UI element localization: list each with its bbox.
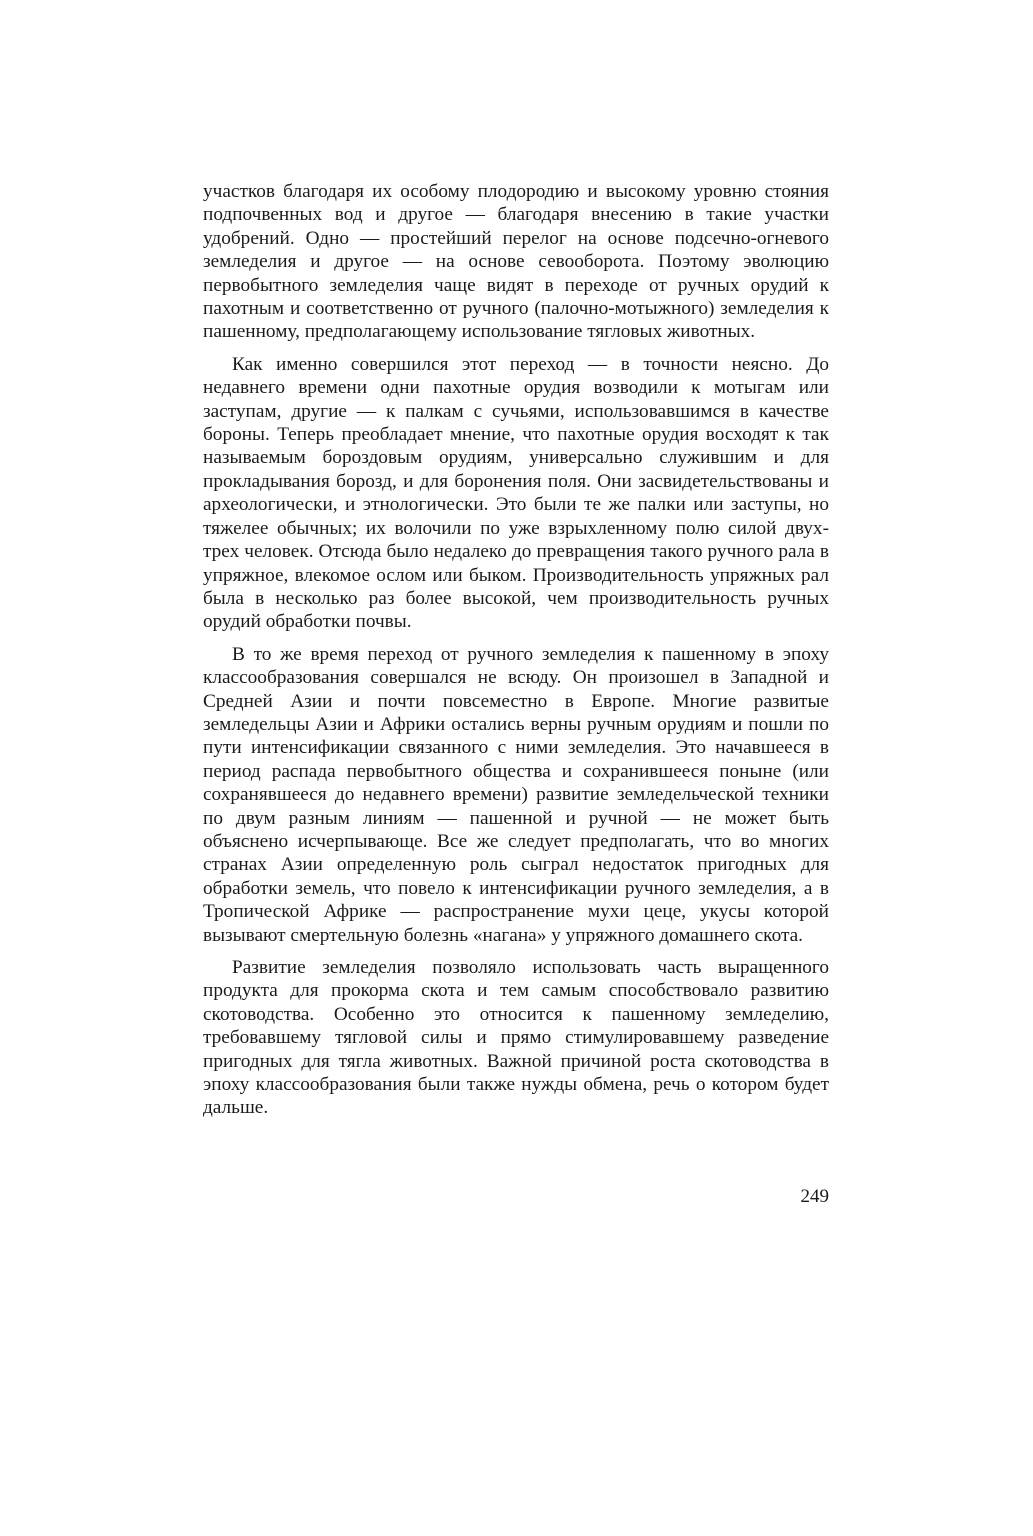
page-number: 249 <box>800 1186 829 1207</box>
paragraph: В то же время переход от ручного земледелия к пашенному в эпоху классообразования совершался не всюду. Он произошел в Западной и Средней Азии и почти повсеместно в Европе. Многие развитые земледельцы Азии и Африки остались верны ручным орудиям и пошли по пути интенсификации связанного с ними земледелия. Это начавшееся в период распада первобытного общества и сохранившееся поныне (или сохранявшееся до недавнего времени) развитие земледельческой техники по двум разным линиям — пашенной и ручной — не может быть объяснено исчерпывающе. Все же следует предполагать, что во многих странах Азии определенную роль сыграл недостаток пригодных для обработки земель, что повело к интенсификации ручного земледелия, а в Тропической Африке — распространение мухи цеце, укусы которой вызывают смертельную болезнь «нагана» у упряжного домашнего скота. <box>203 643 829 946</box>
paragraph: Развитие земледелия позволяло использовать часть выращенного продукта для прокорма скота и тем самым способствовало развитию скотоводства. Особенно это относится к пашенному земледелию, требовавшему тягловой силы и прямо стимулировавшему разведение пригодных для тягла животных. Важной причиной роста скотоводства в эпоху классообразования были также нужды обмена, речь о котором будет дальше. <box>203 957 829 1119</box>
paragraph-continuation: участков благодаря их особому плодородию и высокому уровню стояния подпочвенных вод и другое — благодаря внесению в такие участки удобрений. Одно — простейший перелог на основе подсечно-огневого земледелия и другое — на основе севооборота. Поэтому эволюцию первобытного земледелия чаще видят в переходе от ручных орудий к пахотным и соответственно от ручного (палочно-мотыжного) земледелия к пашенному, предполагающему использование тягловых животных. <box>203 181 829 343</box>
body-text <box>203 180 829 1129</box>
paragraph: Как именно совершился этот переход — в точности неясно. До недавнего времени одни пахотные орудия возводили к мотыгам или заступам, другие — к палкам с сучьями, использовавшимся в качестве бороны. Теперь преобладает мнение, что пахотные орудия восходят к так называемым бороздовым орудиям, универсально служившим и для прокладывания борозд, и для боронения поля. Они засвидетельствованы и археологически, и этнологически. Это были те же палки или заступы, но тяжелее обычных; их волочили по уже взрыхленному полю силой двух-трех человек. Отсюда было недалеко до превращения такого ручного рала в упряжное, влекомое ослом или быком. Производительность упряжных рал была в несколько раз более высокой, чем производительность ручных орудий обработки почвы. <box>203 353 829 633</box>
